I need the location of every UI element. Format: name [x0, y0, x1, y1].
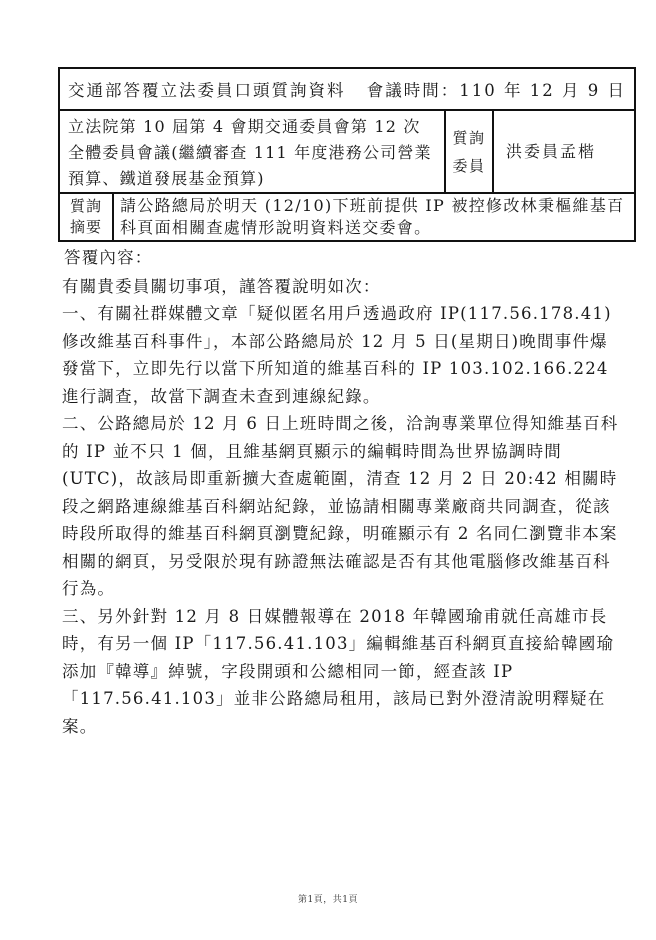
summary-row	[60, 194, 634, 240]
questioner-label-line1: 質詢	[452, 128, 486, 147]
meeting-time: 會議時間：110 年 12 月 9 日	[366, 81, 626, 100]
reply-item-2: 二、公路總局於 12 月 6 日上班時間之後，洽詢專業單位得知維基百科的 IP 並不只 1 個，且維基網頁顯示的編輯時間為世界協調時間(UTC)，故該局即重新擴大查處範圍，清查 12 月 2 日 20:42 相關時段之網路連線維基百科網站紀錄，並協請相關專業廠商共同調查，從該時段所取得的維基百科網頁瀏覽紀錄，明確顯示有 2 名同仁瀏覽非本案相關的網頁，另受限於現有跡證無法確認是否有其他電腦修改維基百科行為。	[62, 414, 619, 598]
questioner-name: 洪委員孟楷	[506, 141, 597, 161]
document-title: 交通部答覆立法委員口頭質詢資料	[68, 81, 346, 100]
summary-text: 請公路總局於明天 (12/10)下班前提供 IP 被控修改林秉樞維基百科頁面相關查處情形說明資料送交委會。	[120, 196, 625, 237]
reply-content	[62, 244, 622, 740]
header-table	[58, 67, 636, 242]
meeting-row	[60, 111, 634, 194]
summary-label-line2: 摘要	[69, 218, 102, 236]
summary-label-line1: 質詢	[69, 197, 102, 215]
meeting-description: 立法院第 10 屆第 4 會期交通委員會第 12 次全體委員會議(繼續審查 111 年度港務公司營業預算、鐵道發展基金預算)	[60, 111, 446, 192]
title-row	[60, 69, 634, 111]
page-indicator: 第1頁，共1頁	[298, 895, 358, 905]
reply-item-3: 三、另外針對 12 月 8 日媒體報導在 2018 年韓國瑜甫就任高雄市長時，有另一個 IP「117.56.41.103」編輯維基百科網頁直接給韓國瑜添加『韓導』綽號，字段開頭和公總相同一節，經查該 IP「117.56.41.103」並非公路總局租用，該局已對外澄清說明釋疑在案。	[62, 606, 615, 736]
summary-label	[60, 194, 114, 240]
reply-intro: 有關貴委員關切事項，謹答覆說明如次：	[62, 276, 381, 296]
questioner-label	[446, 111, 494, 192]
reply-item-1: 一、有關社群媒體文章「疑似匿名用戶透過政府 IP(117.56.178.41)修改維基百科事件」，本部公路總局於 12 月 5 日(星期日)晚間事件爆發當下，立即先行以當下所知道的維基百科的 IP 103.102.166.224 進行調查，故當下調查未查到連線紀錄。	[62, 304, 612, 406]
questioner-label-line2: 委員	[452, 156, 486, 175]
reply-heading: 答覆內容：	[64, 248, 153, 267]
